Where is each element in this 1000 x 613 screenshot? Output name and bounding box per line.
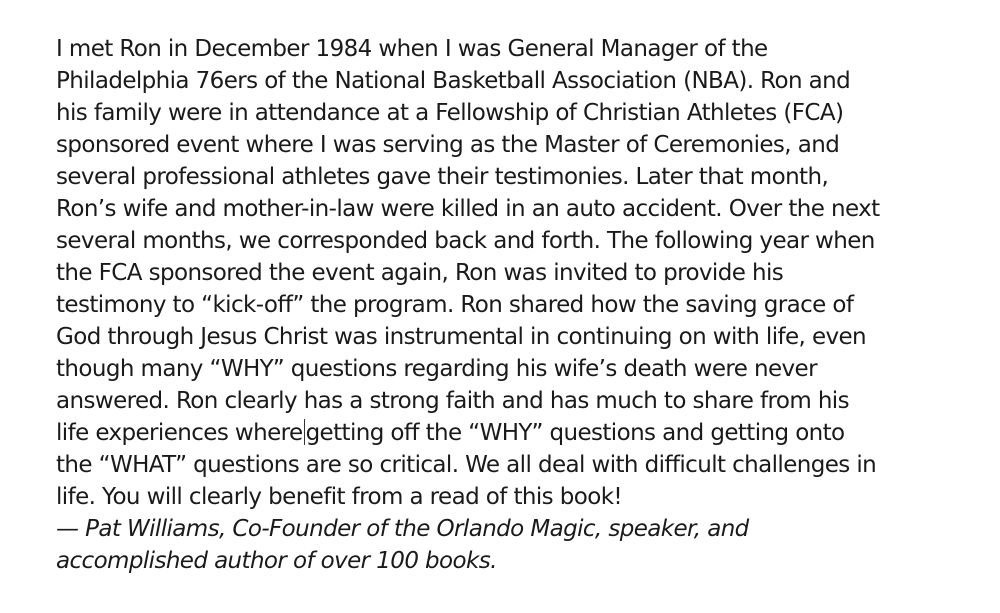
text-line: Philadelphia 76ers of the National Basketball Association (NBA). Ron and [56, 68, 851, 94]
text-line: Ron’s wife and mother-in-law were killed in an auto accident. Over the next [56, 196, 880, 222]
text-line: testimony to “kick-off” the program. Ron shared how the saving grace of [56, 292, 854, 318]
text-segment: getting off the “WHY” questions and getting onto [305, 420, 845, 446]
quote-attribution [56, 513, 976, 577]
text-line: answered. Ron clearly has a strong faith and has much to share from his [56, 388, 849, 414]
text-line: God through Jesus Christ was instrumental in continuing on with life, even [56, 324, 867, 350]
text-line: life. You will clearly benefit from a read of this book! [56, 484, 623, 510]
text-cursor [304, 419, 305, 445]
endorsement-quote [56, 33, 976, 513]
text-line: his family were in attendance at a Fellowship of Christian Athletes (FCA) [56, 100, 844, 126]
text-segment: life experiences where [56, 420, 303, 446]
attribution-line: accomplished author of over 100 books. [56, 548, 497, 574]
text-line: the “WHAT” questions are so critical. We all deal with difficult challenges in [56, 452, 877, 478]
text-line-with-caret [56, 417, 976, 449]
text-line: several months, we corresponded back and forth. The following year when [56, 228, 875, 254]
text-line: I met Ron in December 1984 when I was General Manager of the [56, 36, 768, 62]
text-line: several professional athletes gave their testimonies. Later that month, [56, 164, 829, 190]
text-line: sponsored event where I was serving as the Master of Ceremonies, and [56, 132, 840, 158]
document-body[interactable] [56, 33, 976, 577]
text-line: the FCA sponsored the event again, Ron was invited to provide his [56, 260, 784, 286]
text-line: though many “WHY” questions regarding his wife’s death were never [56, 356, 817, 382]
attribution-line: — Pat Williams, Co-Founder of the Orlando Magic, speaker, and [56, 516, 749, 542]
